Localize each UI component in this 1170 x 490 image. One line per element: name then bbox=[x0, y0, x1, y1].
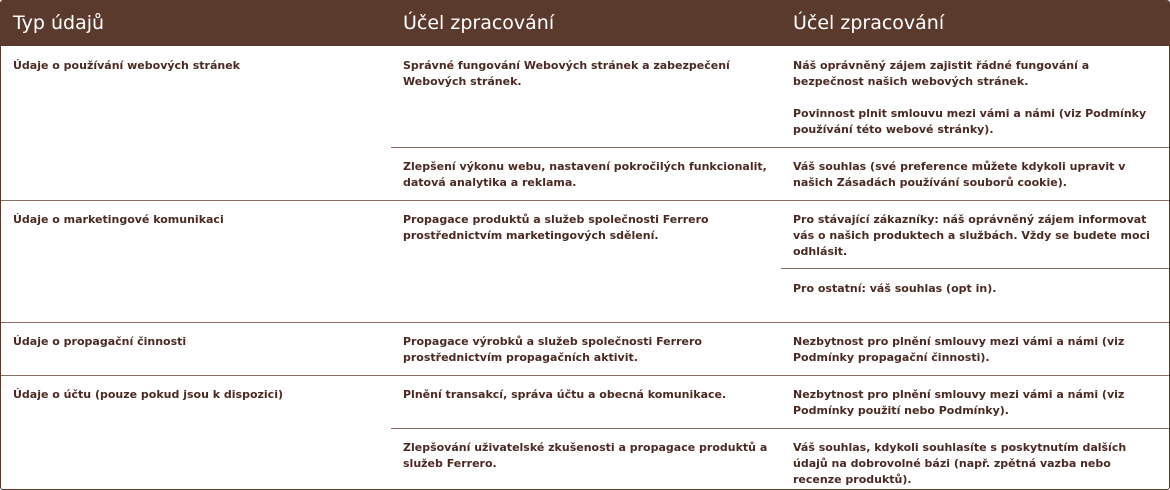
divider bbox=[781, 268, 1169, 269]
row-divider bbox=[1, 322, 1169, 323]
basis-others-opt-in: Pro ostatní: váš souhlas (opt in). bbox=[793, 282, 997, 295]
header-data-type: Typ údajů bbox=[13, 12, 105, 34]
purpose-marketing: Propagace produktů a služeb společnosti Ferrero prostřednictvím marketingových sdělení. bbox=[403, 213, 709, 242]
row-type-marketing: Údaje o marketingové komunikaci bbox=[13, 213, 224, 226]
basis-promotion-contract: Nezbytnost pro plnění smlouvy mezi vámi a námi (viz Podmínky propagační činnosti). bbox=[793, 335, 1125, 364]
purpose-website-function: Správné fungování Webových stránek a zabezpečení Webových stránek. bbox=[403, 59, 730, 88]
divider bbox=[391, 428, 1169, 429]
basis-contract-terms-of-use: Povinnost plnit smlouvu mezi vámi a námi (viz Podmínky používání této webové stránky). bbox=[793, 107, 1147, 136]
basis-existing-customers: Pro stávající zákazníky: náš oprávněný zájem informovat vás o našich produktech a službách. Vždy se budete moci odhlásit. bbox=[793, 213, 1150, 258]
row-type-website-usage: Údaje o používání webových stránek bbox=[13, 59, 240, 72]
header-legal-basis: Účel zpracování bbox=[793, 12, 945, 34]
row-divider bbox=[1, 375, 1169, 376]
basis-account-contract: Nezbytnost pro plnění smlouvy mezi vámi a námi (viz Podmínky použití nebo Podmínky). bbox=[793, 388, 1125, 417]
purpose-transactions: Plnění transakcí, správa účtu a obecná komunikace. bbox=[403, 388, 727, 401]
basis-cookie-consent: Váš souhlas (své preference můžete kdykoli upravit v našich Zásadách používání souborů cookie). bbox=[793, 160, 1126, 189]
header-purpose: Účel zpracování bbox=[403, 12, 555, 34]
basis-website-function bbox=[793, 58, 1158, 138]
purpose-promotion: Propagace výrobků a služeb společnosti Ferrero prostřednictvím propagačních aktivit. bbox=[403, 335, 702, 364]
row-type-account: Údaje o účtu (pouze pokud jsou k dispozici) bbox=[13, 388, 284, 401]
row-type-promotion: Údaje o propagační činnosti bbox=[13, 335, 187, 348]
basis-legitimate-interest: Náš oprávněný zájem zajistit řádné fungování a bezpečnost našich webových stránek. bbox=[793, 59, 1090, 88]
table-header bbox=[1, 1, 1169, 46]
divider bbox=[391, 147, 1169, 148]
row-divider bbox=[1, 200, 1169, 201]
basis-voluntary-consent: Váš souhlas, kdykoli souhlasíte s poskytnutím dalších údajů na dobrovolné bázi (např. zpětná vazba nebo recenze produktů). bbox=[793, 441, 1127, 486]
purpose-user-experience: Zlepšování uživatelské zkušenosti a propagace produktů a služeb Ferrero. bbox=[403, 441, 768, 470]
purpose-website-analytics: Zlepšení výkonu webu, nastavení pokročilých funkcionalit, datová analytika a reklama. bbox=[403, 160, 767, 189]
